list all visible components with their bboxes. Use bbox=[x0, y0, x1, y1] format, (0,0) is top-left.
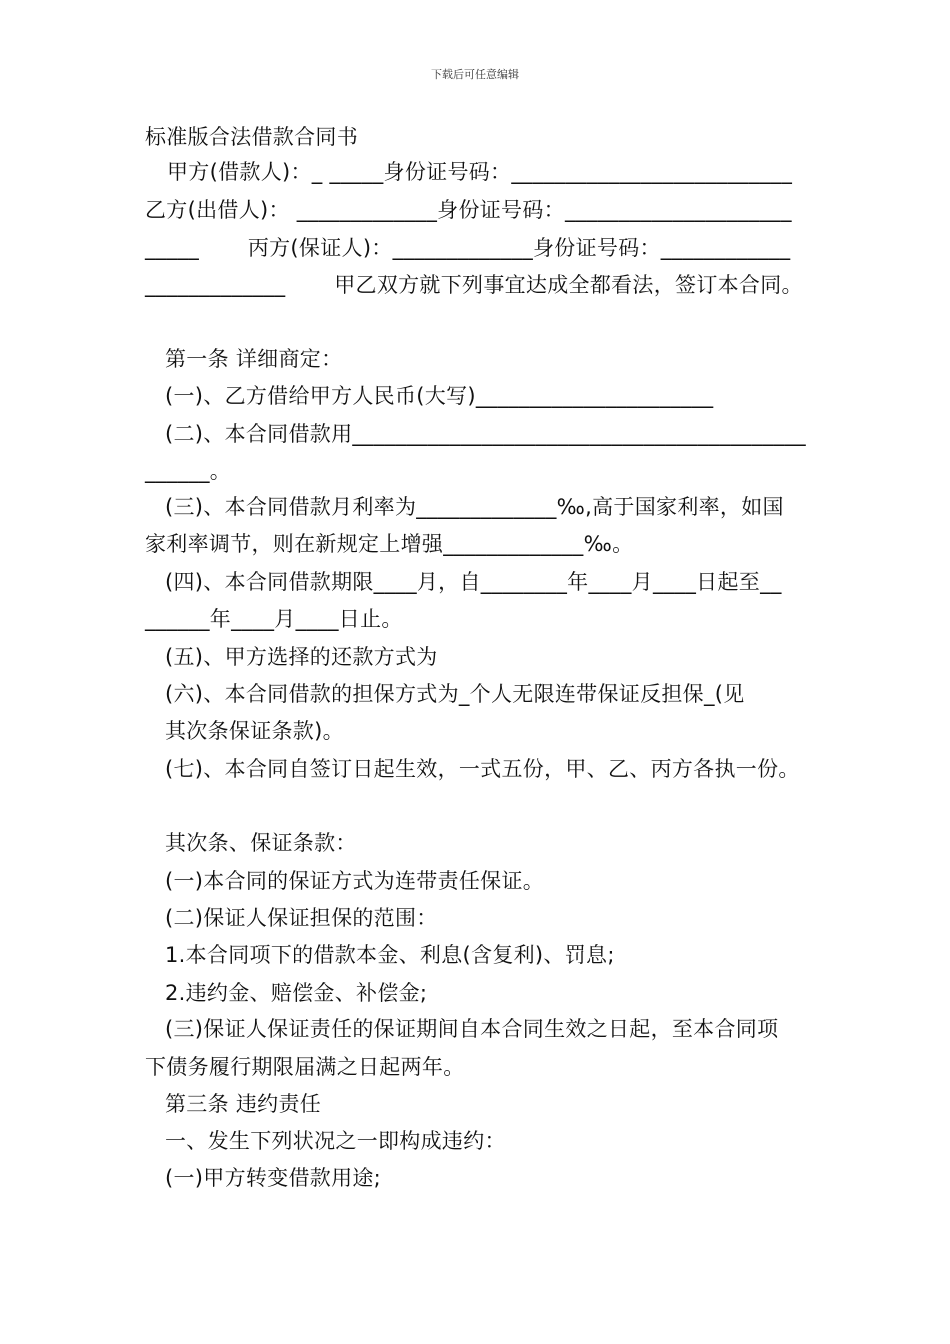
text-line: (五)、甲方选择的还款方式为 bbox=[165, 645, 438, 669]
text-line: _____ 丙方(保证人)：_____________身份证号码：____________ bbox=[145, 236, 791, 260]
text-line: 其次条保证条款)。 bbox=[165, 719, 344, 743]
text-line: (三)、本合同借款月利率为_____________‰,高于国家利率，如国 bbox=[165, 495, 784, 519]
text-line: ______。 bbox=[145, 459, 232, 483]
text-line: 第三条 违约责任 bbox=[165, 1092, 322, 1116]
text-line: 家利率调节，则在新规定上增强_____________‰。 bbox=[145, 532, 634, 556]
text-line: 2.违约金、赔偿金、补偿金; bbox=[165, 981, 428, 1005]
text-line: (一)本合同的保证方式为连带责任保证。 bbox=[165, 869, 545, 893]
text-line: 甲方(借款人)：_ _____身份证号码：__________________________ bbox=[167, 160, 793, 184]
text-line: 第一条 详细商定： bbox=[165, 347, 343, 371]
text-line: _____________ 甲乙双方就下列事宜达成全都看法，签订本合同。 bbox=[145, 273, 803, 297]
text-line: (六)、本合同借款的担保方式为_个人无限连带保证反担保_(见 bbox=[165, 682, 745, 706]
text-line: 下债务履行期限届满之日起两年。 bbox=[145, 1055, 465, 1079]
text-line: ______年____月____日止。 bbox=[145, 607, 403, 631]
text-line: 1.本合同项下的借款本金、利息(含复利)、罚息; bbox=[165, 943, 615, 967]
text-line: (七)、本合同自签订日起生效，一式五份，甲、乙、丙方各执一份。 bbox=[165, 757, 800, 781]
text-line: (二)、本合同借款用__________________________________________ bbox=[165, 422, 806, 446]
text-line: 乙方(出借人)： _____________身份证号码：_____________________ bbox=[145, 198, 792, 222]
text-line: (二)保证人保证担保的范围： bbox=[165, 906, 438, 930]
document-title: 标准版合法借款合同书 bbox=[145, 125, 358, 149]
text-line: (四)、本合同借款期限____月，自________年____月____日起至__ bbox=[165, 570, 782, 594]
text-line: 一、发生下列状况之一即构成违约： bbox=[165, 1129, 506, 1153]
text-line: (三)保证人保证责任的保证期间自本合同生效之日起，至本合同项 bbox=[165, 1017, 779, 1041]
text-line: 其次条、保证条款： bbox=[165, 831, 357, 855]
text-line: (一)、乙方借给甲方人民币(大写)______________________ bbox=[165, 384, 714, 408]
page-header: 下载后可任意编辑 bbox=[431, 68, 519, 81]
text-line: (一)甲方转变借款用途; bbox=[165, 1166, 382, 1190]
